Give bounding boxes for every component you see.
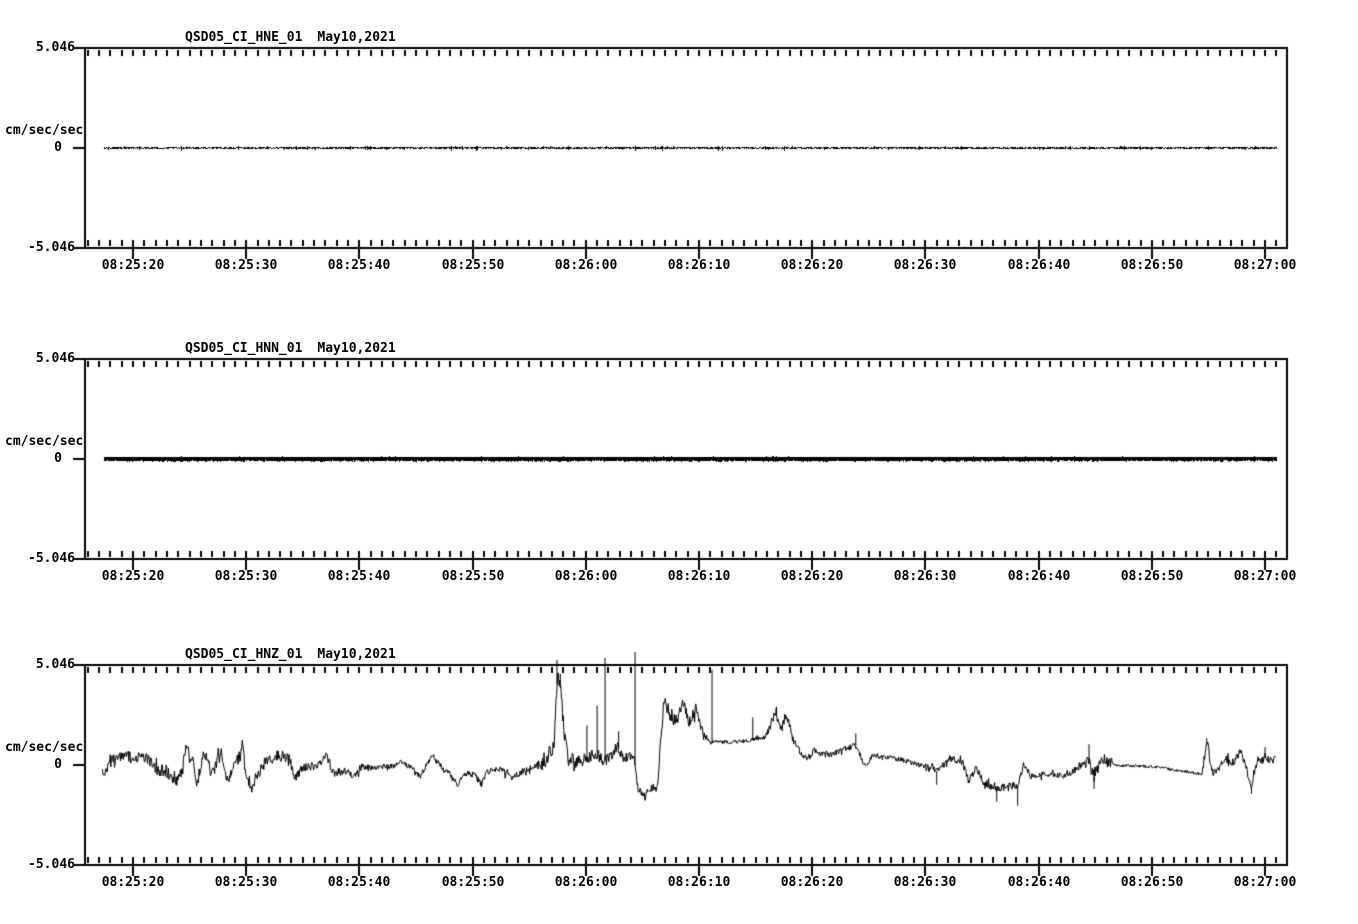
panel-hnz <box>0 617 1358 917</box>
seismogram-canvas-hnn <box>0 311 1358 611</box>
x-tick-label: 08:26:20 <box>780 569 844 584</box>
x-tick-label: 08:25:40 <box>327 258 391 273</box>
x-tick-label: 08:26:50 <box>1120 258 1184 273</box>
y-axis-zero-label: 0 <box>54 451 62 466</box>
y-axis-min-label: -5.046 <box>28 857 75 872</box>
x-tick-label: 08:26:20 <box>780 258 844 273</box>
x-tick-label: 08:26:40 <box>1007 875 1071 890</box>
x-tick-label: 08:25:50 <box>441 875 505 890</box>
x-tick-label: 08:25:30 <box>214 875 278 890</box>
seismogram-canvas-hne <box>0 0 1358 300</box>
x-tick-label: 08:25:50 <box>441 569 505 584</box>
x-tick-label: 08:26:10 <box>667 875 731 890</box>
x-tick-label: 08:26:50 <box>1120 875 1184 890</box>
x-tick-label: 08:26:50 <box>1120 569 1184 584</box>
x-tick-label: 08:26:40 <box>1007 258 1071 273</box>
station-channel-label: QSD05_CI_HNZ_01 <box>185 647 303 662</box>
x-tick-label: 08:27:00 <box>1233 875 1297 890</box>
x-tick-label: 08:26:00 <box>554 258 618 273</box>
x-tick-label: 08:25:30 <box>214 258 278 273</box>
x-tick-label: 08:26:10 <box>667 569 731 584</box>
x-tick-label: 08:25:40 <box>327 875 391 890</box>
y-axis-zero-label: 0 <box>54 757 62 772</box>
x-tick-label: 08:27:00 <box>1233 569 1297 584</box>
date-label: May10,2021 <box>317 30 396 45</box>
x-tick-label: 08:26:40 <box>1007 569 1071 584</box>
date-label: May10,2021 <box>317 341 396 356</box>
panel-title <box>185 647 396 662</box>
x-tick-label: 08:25:20 <box>101 569 165 584</box>
y-axis-zero-label: 0 <box>54 140 62 155</box>
station-channel-label: QSD05_CI_HNN_01 <box>185 341 303 356</box>
panel-hnn <box>0 311 1358 611</box>
y-axis-max-label: 5.046 <box>35 351 75 366</box>
x-tick-label: 08:25:30 <box>214 569 278 584</box>
y-axis-max-label: 5.046 <box>35 40 75 55</box>
x-tick-label: 08:25:20 <box>101 875 165 890</box>
x-tick-label: 08:25:40 <box>327 569 391 584</box>
y-axis-units-label: cm/sec/sec <box>5 740 84 755</box>
y-axis-min-label: -5.046 <box>28 240 75 255</box>
x-tick-label: 08:26:00 <box>554 875 618 890</box>
x-tick-label: 08:26:10 <box>667 258 731 273</box>
panel-hne <box>0 0 1358 300</box>
x-tick-label: 08:27:00 <box>1233 258 1297 273</box>
x-tick-label: 08:26:20 <box>780 875 844 890</box>
seismogram-canvas-hnz <box>0 617 1358 917</box>
y-axis-max-label: 5.046 <box>35 657 75 672</box>
x-tick-label: 08:26:30 <box>893 569 957 584</box>
station-channel-label: QSD05_CI_HNE_01 <box>185 30 303 45</box>
x-tick-label: 08:25:50 <box>441 258 505 273</box>
x-tick-label: 08:26:00 <box>554 569 618 584</box>
y-axis-units-label: cm/sec/sec <box>5 123 84 138</box>
x-tick-label: 08:26:30 <box>893 258 957 273</box>
date-label: May10,2021 <box>317 647 396 662</box>
y-axis-units-label: cm/sec/sec <box>5 434 84 449</box>
y-axis-min-label: -5.046 <box>28 551 75 566</box>
x-tick-label: 08:25:20 <box>101 258 165 273</box>
panel-title <box>185 30 396 45</box>
panel-title <box>185 341 396 356</box>
x-tick-label: 08:26:30 <box>893 875 957 890</box>
